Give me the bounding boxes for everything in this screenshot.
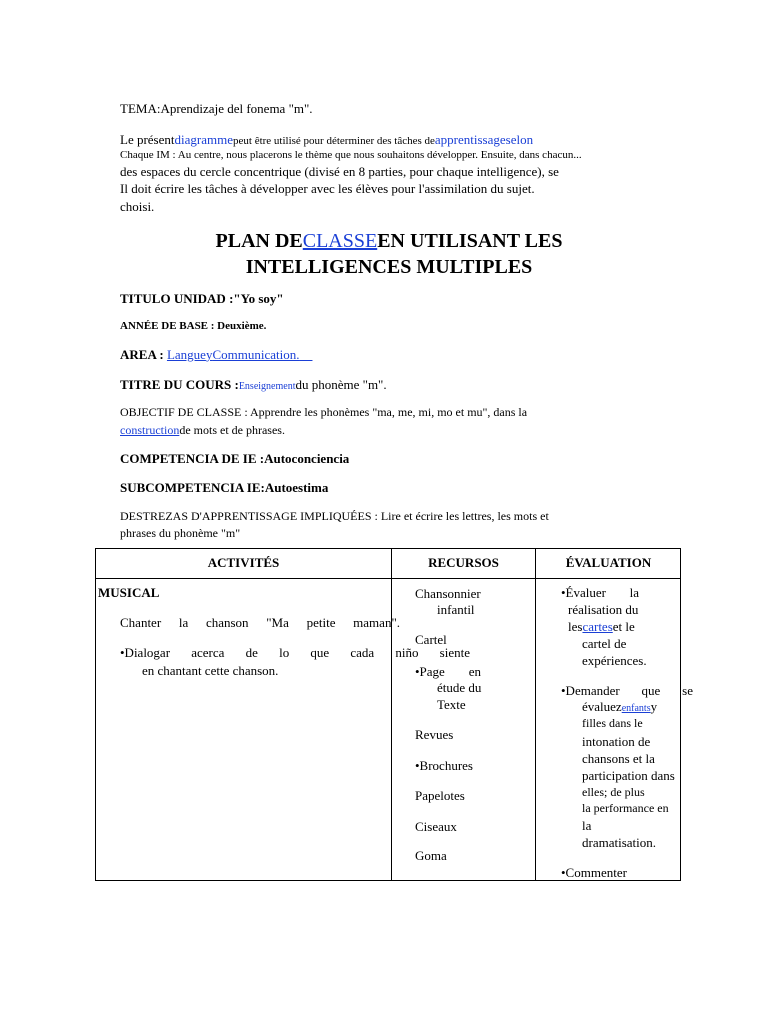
apprentissage-link[interactable]: apprentissage <box>434 132 506 147</box>
diagramme-link[interactable]: diagramme <box>174 132 233 147</box>
evaluation-item-cont: la <box>582 818 592 833</box>
evaluation-item-cont: expériences. <box>582 653 647 668</box>
activity-item: •Dialogar acerca de lo que cada niño siente <box>120 645 470 660</box>
activity-heading-musical: MUSICAL <box>98 585 160 600</box>
evaluation-item-cont <box>582 700 657 714</box>
enseignement-link[interactable]: Enseignement <box>238 381 296 392</box>
selon-link[interactable]: selon <box>505 132 534 147</box>
objectif-rest: de mots et de phrases. <box>179 423 285 437</box>
resource-item: Chansonnier <box>415 586 481 601</box>
header-activites: ACTIVITÉS <box>207 555 280 570</box>
activity-item: Chanter la chanson "Ma petite maman". <box>120 615 400 630</box>
header-divider <box>96 578 680 579</box>
evaluation-item-cont: réalisation du <box>568 602 639 617</box>
column-divider <box>535 549 536 880</box>
resource-item: Goma <box>415 848 447 863</box>
langue-link[interactable]: Langue <box>166 347 206 362</box>
destrezas-line-2: phrases du phonème "m" <box>120 526 241 540</box>
intro-line-4: Il doit écrire les tâches à développer avec les élèves pour l'assimilation du sujet. <box>120 181 535 196</box>
resource-item-cont: étude du <box>437 680 482 695</box>
construction-link[interactable]: construction <box>120 423 180 437</box>
title-part: PLAN DE <box>215 230 303 252</box>
evaluation-item-cont: elles; de plus <box>582 785 645 799</box>
intro-text: Le présent <box>120 132 175 147</box>
evaluation-text: y <box>650 699 658 714</box>
evaluation-item: •Évaluer la <box>561 585 639 600</box>
intro-line-2: Chaque IM : Au centre, nous placerons le thème que nous souhaitons développer. Ensuite, dans chacun... <box>120 149 582 161</box>
header-evaluation: ÉVALUATION <box>565 555 652 570</box>
activity-item-cont: en chantant cette chanson. <box>142 663 279 678</box>
evaluation-item-cont: chansons et la <box>582 751 655 766</box>
evaluation-text: les <box>568 619 583 634</box>
intro-line-3: des espaces du cercle concentrique (divisé en 8 parties, pour chaque intelligence), se <box>120 164 559 179</box>
activities-table <box>95 548 693 881</box>
evaluation-item-cont: dramatisation. <box>582 835 657 850</box>
evaluation-item-cont: cartel de <box>582 636 627 651</box>
classe-link[interactable]: CLASSE <box>302 230 378 252</box>
objectif-line-1: OBJECTIF DE CLASSE : Apprendre les phonèmes "ma, me, mi, mo et mu", dans la <box>120 405 528 419</box>
resource-item: Cartel <box>415 632 447 647</box>
intro-text: peut être utilisé pour déterminer des tâches de <box>233 135 435 147</box>
intro-line-5: choisi. <box>120 199 155 214</box>
resource-item: •Page en <box>415 664 481 679</box>
titre-rest: du phonème "m". <box>295 377 387 392</box>
evaluation-item: •Commenter <box>561 865 627 880</box>
page-title <box>150 228 628 280</box>
column-divider <box>391 549 392 880</box>
header-recursos: RECURSOS <box>428 555 499 570</box>
resource-item-cont: infantil <box>437 602 475 617</box>
communication-link[interactable]: Communication. <box>212 347 300 362</box>
subcompetencia-line: SUBCOMPETENCIA IE:Autoestima <box>120 480 329 495</box>
intro-line-1 <box>120 133 533 147</box>
titulo-unidad: TITULO UNIDAD :"Yo soy" <box>120 291 284 306</box>
objectif-line-2 <box>120 424 285 437</box>
destrezas-line-1: DESTREZAS D'APPRENTISSAGE IMPLIQUÉES : Lire et écrire les lettres, les mots et <box>120 509 549 523</box>
evaluation-item-cont: la performance en <box>582 801 669 815</box>
evaluation-item-cont: filles dans le <box>582 716 643 730</box>
enfants-link[interactable]: enfants <box>621 703 651 714</box>
evaluation-text: et le <box>612 619 635 634</box>
evaluation-item-cont: participation dans <box>582 768 675 783</box>
evaluation-item: •Demander que se <box>561 683 693 698</box>
area-line <box>120 348 312 362</box>
evaluation-item-cont <box>568 620 635 634</box>
y-link[interactable]: y <box>205 347 213 362</box>
evaluation-item-cont: intonation de <box>582 734 651 749</box>
evaluation-text: évaluez <box>582 699 622 714</box>
tema-line: TEMA:Aprendizaje del fonema "m". <box>120 101 313 116</box>
resource-item: •Brochures <box>415 758 473 773</box>
annee-de-base: ANNÉE DE BASE : Deuxième. <box>120 320 267 332</box>
resource-item: Revues <box>415 727 454 742</box>
competencia-line: COMPETENCIA DE IE :Autoconciencia <box>120 451 350 466</box>
titre-du-cours <box>120 378 387 392</box>
resource-item-cont: Texte <box>437 697 466 712</box>
resource-item: Ciseaux <box>415 819 457 834</box>
cartes-link[interactable]: cartes <box>582 619 613 634</box>
area-label: AREA : <box>120 347 164 362</box>
title-part: EN UTILISANT LES INTELLIGENCES MULTIPLES <box>245 230 563 278</box>
titre-label: TITRE DU COURS : <box>120 377 239 392</box>
resource-item: Papelotes <box>415 788 465 803</box>
